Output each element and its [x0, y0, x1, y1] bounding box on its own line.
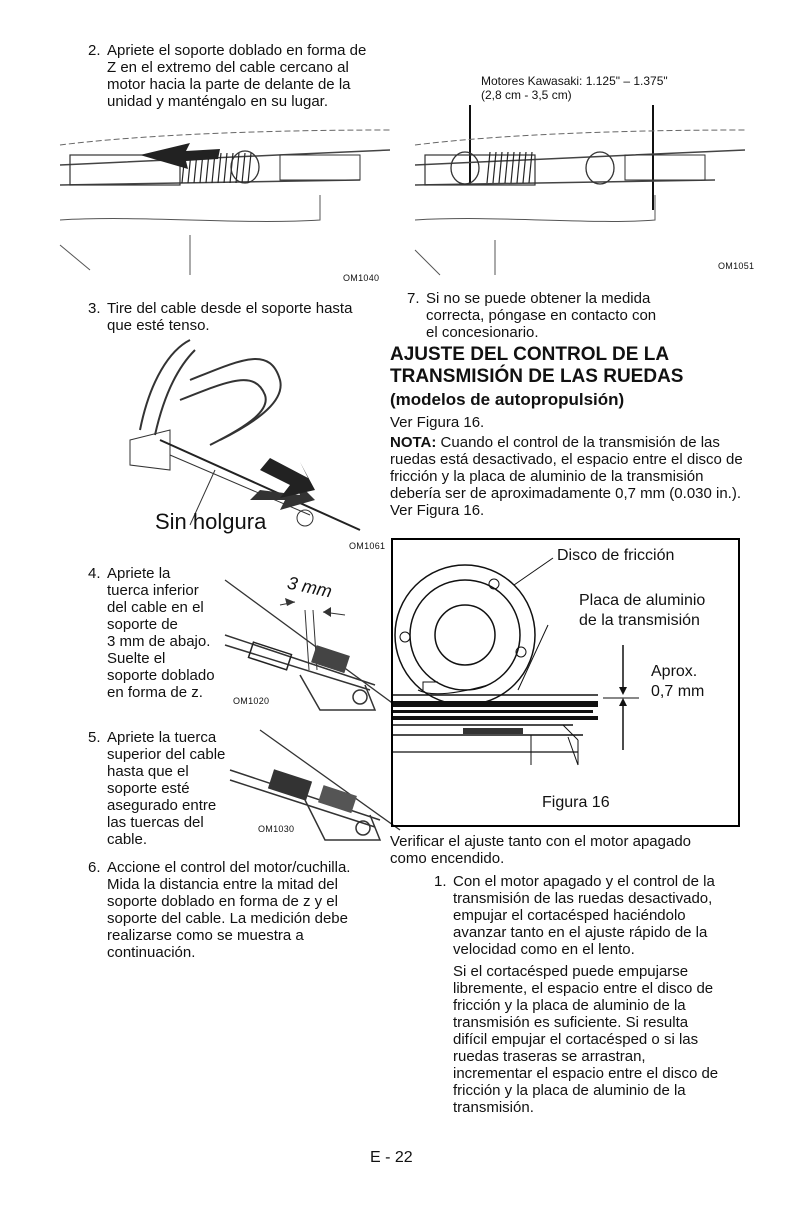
step-3: [88, 300, 408, 334]
see-figure-text: Ver Figura 16.: [390, 414, 485, 431]
step-1: [434, 873, 774, 958]
step-text: Apriete la tuerca inferior del cable en el soporte de 3 mm de abajo. Suelte el soporte doblado en forma de z.: [107, 565, 215, 701]
figure-code: OM1061: [349, 541, 386, 551]
measurement-caption: [481, 74, 668, 102]
figure-label: Sin holgura: [155, 509, 267, 534]
heading-text: AJUSTE DEL CONTROL DE LA TRANSMISIÓN DE LAS RUEDAS: [390, 344, 684, 387]
step-2: [88, 42, 408, 110]
subheading-text: (modelos de autopropulsión): [390, 390, 625, 409]
note-text: Cuando el control de la transmisión de las ruedas está desactivado, el espacio entre el disco de fricción y la placa de aluminio de la transmisión debería ser de aproximadamente 0,7 mm (0.030 in.). Ver Figura 16.: [390, 434, 743, 519]
note-paragraph: [390, 434, 750, 519]
step-1-continuation: Si el cortacésped puede empujarse libremente, el espacio entre el disco de fricción y la placa de aluminio de la transmisión es suficiente. Si resulta difícil empujar el cortacésped o si las ruedas traseras se arrastran, incrementar el espacio entre el disco de fricción y la placa de aluminio de la transmisión.: [453, 963, 719, 1116]
figure-code: OM1020: [233, 696, 270, 706]
figure-code: OM1030: [258, 824, 295, 834]
step-number: 3.: [88, 300, 101, 317]
step-number: 6.: [88, 859, 101, 876]
measurement-label: 3 mm: [285, 572, 334, 602]
label-friction-disc: Disco de fricción: [557, 547, 675, 564]
note-label: NOTA:: [390, 434, 437, 451]
step-text: Apriete el soporte doblado en forma de Z en el extremo del cable cercano al motor hacia la parte de delante de la unidad y manténgalo en su lugar.: [107, 42, 367, 110]
step-number: 2.: [88, 42, 101, 59]
label-aluminum-plate: [579, 591, 705, 631]
step-number: 4.: [88, 565, 101, 582]
caption-line: (2,8 cm - 3,5 cm): [481, 88, 572, 102]
verify-paragraph: Verificar el ajuste tanto con el motor apagado como encendido.: [390, 833, 692, 867]
figure-code: OM1051: [718, 261, 755, 271]
section-heading: [390, 344, 770, 410]
label-line: 0,7 mm: [651, 683, 705, 700]
step-6: [88, 859, 418, 961]
step-text: Accione el control del motor/cuchilla. Mida la distancia entre la mitad del soporte doblado en forma de z y el soporte del cable. La medición debe realizarse como se muestra a continuación.: [107, 859, 351, 961]
upper-nut-illustration: [230, 730, 400, 845]
lower-nut-illustration: [225, 580, 395, 715]
figure-code: OM1040: [343, 273, 380, 283]
label-line: Aprox.: [651, 663, 698, 680]
cable-bracket-illustration-1: [60, 125, 390, 275]
step-number: 7.: [407, 290, 420, 307]
label-line: de la transmisión: [579, 612, 700, 629]
step-number: 1.: [434, 873, 447, 890]
step-text: Si no se puede obtener la medida correcta, póngase en contacto con el concesionario.: [426, 290, 657, 341]
label-line: Placa de aluminio: [579, 592, 706, 609]
step-number: 5.: [88, 729, 101, 746]
caption-line: Motores Kawasaki: 1.125" – 1.375": [481, 74, 668, 88]
step-text: Tire del cable desde el soporte hasta que esté tenso.: [107, 300, 353, 334]
figure-16-caption: Figura 16: [542, 794, 610, 811]
page-number: E - 22: [370, 1149, 413, 1166]
cable-measurement-illustration: [415, 100, 745, 275]
step-text: Con el motor apagado y el control de la transmisión de las ruedas desactivado, empujar el cortacésped haciéndolo avanzar tanto en el ajuste rápido de la velocidad como en el lento.: [453, 873, 715, 958]
step-7: [407, 290, 757, 341]
step-text: Apriete la tuerca superior del cable hasta que el soporte esté asegurado entre las tuercas del cable.: [107, 729, 226, 848]
label-gap: [651, 662, 704, 702]
